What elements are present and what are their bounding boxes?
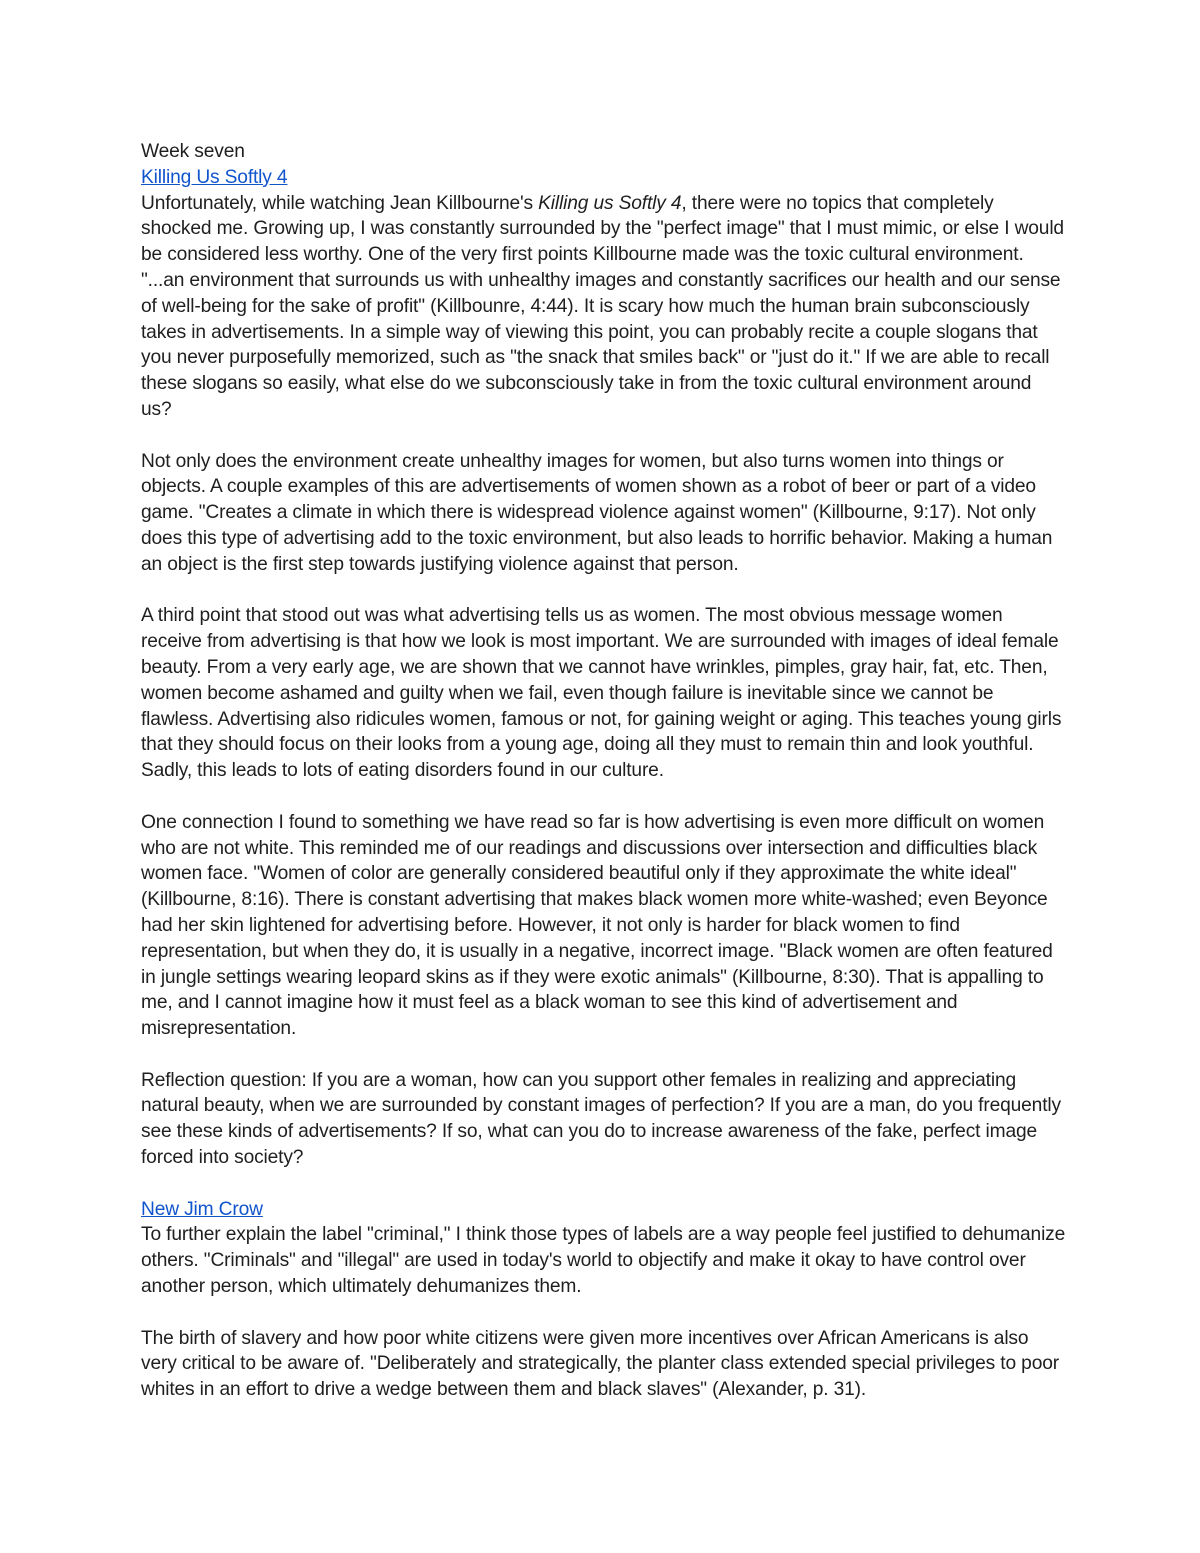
section1-p1-after: , there were no topics that completely shocked me. Growing up, I was constantly surrounded by the "perfect image" that I must mimic, or else I would be considered less worthy. One of the very first points Killbourne made was the toxic cultural environment. "...an environment that surrounds us with unhealthy images and constantly sacrifices our health and our sense of well-being for the sake of profit" (Killbounre, 4:44). It is scary how much the human brain subconsciously takes in advertisements. In a simple way of viewing this point, you can probably recite a couple slogans that you never purposefully memorized, such as "the snack that smiles back" or "just do it." If we are able to recall these slogans so easily, what else do we subconsciously take in from the toxic cultural environment around us?: [141, 192, 1064, 420]
paragraph-gap: [141, 578, 1066, 604]
section1-paragraph-2: Not only does the environment create unhealthy images for women, but also turns women into things or objects. A couple examples of this are advertisements of women shown as a robot of beer or part of a video game. "Creates a climate in which there is widespread violence against women" (Killbourne, 9:17). Not only does this type of advertising add to the toxic environment, but also leads to horrific behavior. Making a human an object is the first step towards justifying violence against that person.: [141, 450, 1053, 575]
paragraph-gap: [141, 1042, 1066, 1068]
film-title-italic: Killing us Softly 4: [538, 192, 682, 214]
section-link-paragraph: [141, 1197, 1066, 1223]
paragraph-gap: [141, 1300, 1066, 1326]
section1-p1-before: Unfortunately, while watching Jean Killbourne's: [141, 192, 539, 214]
document-heading: Week seven: [141, 141, 245, 162]
section2-paragraph-1: To further explain the label "criminal," I think those types of labels are a way people feel justified to dehumanize others. "Criminals" and "illegal" are used in today's world to objectify and make it okay to have control over another person, which ultimately dehumanizes them.: [141, 1224, 1066, 1298]
reflection-question: Reflection question: If you are a woman, how can you support other females in realizing and appreciating natural beauty, when we are surrounded by constant images of perfection? If you are a man, do you frequently see these kinds of advertisements? If so, what can you do to increase awareness of the fake, perfect image forced into society?: [141, 1069, 1061, 1169]
section1-paragraph-1: [141, 191, 1066, 423]
paragraph-gap: [141, 1171, 1066, 1197]
document-page: [141, 139, 1066, 1403]
killing-us-softly-link[interactable]: Killing Us Softly 4: [141, 166, 288, 188]
section1-paragraph-4: One connection I found to something we have read so far is how advertising is even more difficult on women who are not white. This reminded me of our readings and discussions over intersection and difficulties black women face. "Women of color are generally considered beautiful only if they approximate the white ideal" (Killbourne, 8:16). There is constant advertising that makes black women more white-washed; even Beyonce had her skin lightened for advertising before. However, it not only is harder for black women to find representation, but when they do, it is usually in a negative, incorrect image. "Black women are often featured in jungle settings wearing leopard skins as if they were exotic animals" (Killbourne, 8:30). That is appalling to me, and I cannot imagine how it must feel as a black woman to see this kind of advertisement and misrepresentation.: [141, 811, 1053, 1040]
paragraph-gap: [141, 423, 1066, 449]
section-link-paragraph: [141, 165, 1066, 191]
section2-paragraph-2: The birth of slavery and how poor white citizens were given more incentives over African Americans is also very critical to be aware of. "Deliberately and strategically, the planter class extended special privileges to poor whites in an effort to drive a wedge between them and black slaves" (Alexander, p. 31).: [141, 1327, 1059, 1401]
section1-paragraph-3: A third point that stood out was what advertising tells us as women. The most obvious message women receive from advertising is that how we look is most important. We are surrounded with images of ideal female beauty. From a very early age, we are shown that we cannot have wrinkles, pimples, gray hair, fat, etc. Then, women become ashamed and guilty when we fail, even though failure is inevitable since we cannot be flawless. Advertising also ridicules women, famous or not, for gaining weight or aging. This teaches young girls that they should focus on their looks from a young age, doing all they must to remain thin and look youthful. Sadly, this leads to lots of eating disorders found in our culture.: [141, 605, 1062, 782]
new-jim-crow-link[interactable]: New Jim Crow: [141, 1198, 263, 1220]
paragraph-gap: [141, 784, 1066, 810]
